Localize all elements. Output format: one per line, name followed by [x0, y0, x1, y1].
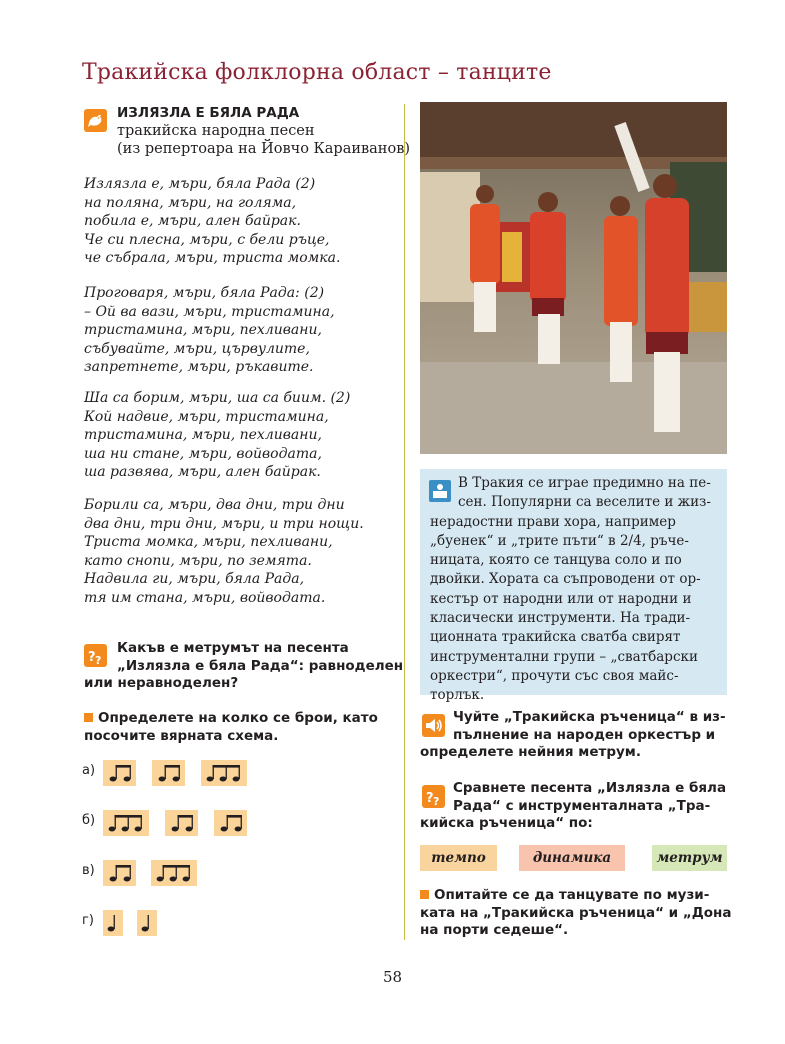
lyric-line: Ша са борим, мъри, ша са биим. (2): [84, 390, 351, 406]
info-line: кестър от народни или от народни и: [430, 590, 692, 607]
task-line: Чуйте „Тракийска ръченица“ в из-: [453, 709, 726, 725]
note-group-eighths-3[interactable]: [151, 860, 197, 886]
info-line: инструментални групи – „сватбарски: [430, 648, 698, 665]
task-line: ката на „Тракийска ръченица“ и „Дона: [420, 904, 732, 921]
lyric-line: Кой надвие, мъри, тристамина,: [84, 408, 329, 425]
info-text: [430, 474, 722, 706]
svg-text:?: ?: [95, 654, 102, 667]
task-line: Определете на колко се брои, като: [98, 710, 378, 726]
song-source: (из репертоара на Йовчо Караиванов): [117, 141, 411, 157]
note-group-eighths-3[interactable]: [103, 810, 149, 836]
task-line: посочите вярната схема.: [84, 727, 279, 744]
note-group-eighths-2[interactable]: [103, 860, 136, 886]
svg-text:?: ?: [433, 795, 440, 808]
task-count: [84, 710, 378, 745]
lyric-line: тристамина, мъри, пехливани,: [84, 322, 322, 338]
question-icon: [422, 785, 445, 808]
task-listen: [453, 709, 726, 744]
question-meter-end: или неравноделен?: [84, 675, 239, 691]
column-divider: [404, 104, 405, 940]
orange-square-bullet: [420, 890, 429, 899]
lyric-line: побила е, мъри, ален байрак.: [84, 213, 301, 229]
lyric-line: на поляна, мъри, на голяма,: [84, 194, 297, 211]
lyric-line: Надвила ги, мъри, бяла Рада,: [84, 571, 305, 587]
lyric-line: два дни, три дни, мъри, и три нощи.: [84, 515, 364, 532]
speaker-icon: [422, 714, 445, 737]
lyric-line: че събрала, мъри, триста момка.: [84, 250, 341, 266]
svg-text:?: ?: [88, 650, 96, 665]
task-listen-end: определете нейния метрум.: [420, 744, 641, 760]
lyric-line: Проговаря, мъри, бяла Рада: (2): [84, 285, 325, 301]
info-line: ницата, която се танцува соло и по: [430, 552, 682, 569]
page-number: 58: [382, 968, 403, 986]
task-compare-end: кийска ръченица“ по:: [420, 815, 593, 831]
note-group-eighths-2[interactable]: [152, 760, 185, 786]
bird-icon: [84, 109, 107, 132]
info-box: [420, 469, 727, 704]
info-line: ционната тракийска сватба свирят: [430, 629, 681, 646]
tag-tempo[interactable]: темпо: [420, 845, 497, 871]
lyric-line: Че си плесна, мъри, с бели ръце,: [84, 231, 330, 248]
quarter-note[interactable]: [137, 910, 157, 936]
option-d-label[interactable]: г): [82, 913, 94, 928]
question-line: „Излязла е бяла Рада“: равноделен: [117, 657, 404, 674]
lyric-line: – Ой ва вази, мъри, тристамина,: [84, 303, 335, 320]
option-a-label[interactable]: а): [82, 763, 96, 778]
quarter-note[interactable]: [103, 910, 123, 936]
stanza-3: [84, 389, 350, 482]
info-line: сен. Популярни са веселите и жиз-: [458, 494, 711, 511]
page-title: Тракийска фолклорна област – танците: [82, 60, 552, 85]
option-c-label[interactable]: в): [82, 863, 95, 878]
note-group-eighths-2[interactable]: [214, 810, 247, 836]
stanza-4: [84, 496, 364, 607]
info-line: В Тракия се играе предимно на пе-: [458, 475, 711, 491]
question-line: Какъв е метрумът на песента: [117, 640, 349, 656]
lyric-line: Борили са, мъри, два дни, три дни: [84, 497, 345, 513]
task-line: пълнение на народен оркестър и: [453, 726, 716, 743]
question-meter: [117, 640, 403, 675]
svg-text:?: ?: [426, 791, 434, 806]
task-compare: [453, 780, 726, 815]
task-line: на порти седеше“.: [420, 922, 569, 938]
stanza-1: [84, 175, 340, 268]
info-line: оркестри“, прочути със своя майс-: [430, 667, 679, 684]
info-line: торлък.: [430, 687, 485, 704]
option-b-label[interactable]: б): [82, 813, 96, 828]
task-line: Рада“ с инструменталната „Тра-: [453, 797, 711, 814]
song-name: ИЗЛЯЗЛА Е БЯЛА РАДА: [117, 105, 300, 121]
lyric-line: запретнете, мъри, ръкавите.: [84, 359, 314, 375]
lyric-line: Триста момка, мъри, пехливани,: [84, 534, 333, 550]
lyric-line: ша развява, мъри, ален байрак.: [84, 464, 321, 480]
info-line: „буенек“ и „трите пъти“ в 2/4, ръче-: [430, 532, 689, 549]
info-line: класически инструменти. На тради-: [430, 610, 691, 627]
lyric-line: като снопи, мъри, по земята.: [84, 552, 312, 569]
note-group-eighths-3[interactable]: [201, 760, 247, 786]
task-line: Сравнете песента „Излязла е бяла: [453, 780, 727, 796]
task-dance: [420, 887, 731, 940]
lyric-line: тристамина, мъри, пехливани,: [84, 427, 322, 443]
song-type: тракийска народна песен: [117, 123, 315, 139]
orange-square-bullet: [84, 713, 93, 722]
lyric-line: Излязла е, мъри, бяла Рада (2): [84, 176, 316, 192]
lyric-line: тя им стана, мъри, войводата.: [84, 589, 326, 606]
question-icon: [84, 644, 107, 667]
lyric-line: събувайте, мъри, цървулите,: [84, 340, 310, 357]
folk-dancers-photo: [420, 102, 727, 454]
note-group-eighths-2[interactable]: [165, 810, 198, 836]
task-line: Опитайте се да танцувате по музи-: [434, 887, 710, 903]
song-header: [117, 104, 410, 158]
tag-meter[interactable]: метрум: [652, 845, 727, 871]
info-line: нерадостни прави хора, например: [430, 513, 676, 530]
stanza-2: [84, 284, 335, 377]
note-group-eighths-2[interactable]: [103, 760, 136, 786]
tag-dynamics[interactable]: динамика: [519, 845, 625, 871]
info-line: двойки. Хората са съпроводени от ор-: [430, 571, 701, 588]
lyric-line: ша ни стане, мъри, войводата,: [84, 445, 322, 462]
